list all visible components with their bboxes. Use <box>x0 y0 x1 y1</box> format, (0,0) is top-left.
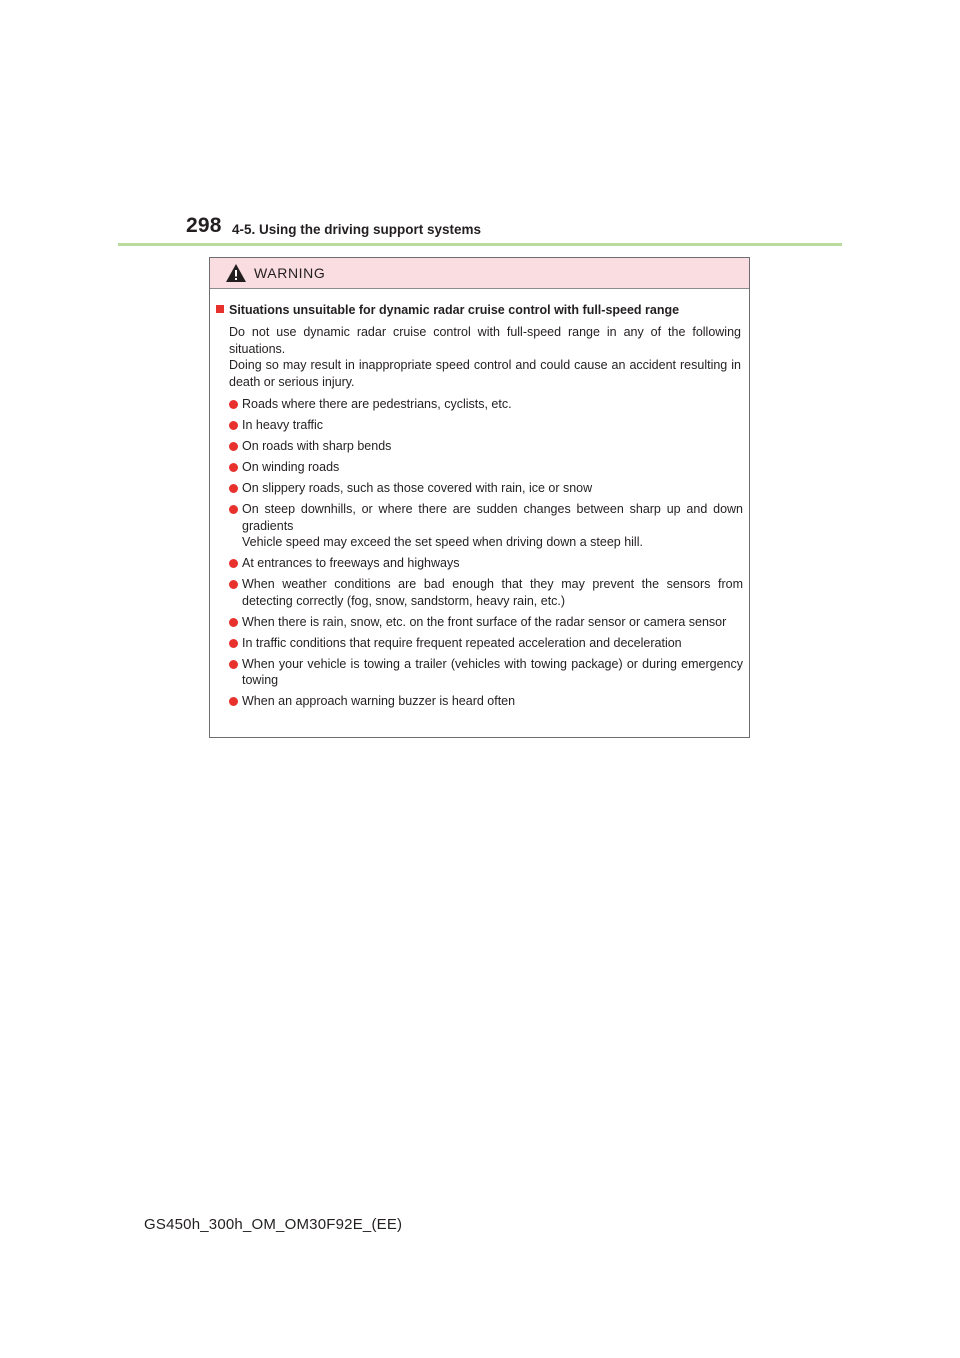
warning-triangle-icon <box>225 263 247 283</box>
bullet-dot-icon <box>229 463 238 472</box>
warning-body <box>210 302 749 714</box>
list-item <box>210 635 749 652</box>
list-item <box>210 576 749 609</box>
square-bullet-icon <box>216 305 224 313</box>
warning-title: WARNING <box>254 265 326 281</box>
list-item-text: In heavy traffic <box>242 418 324 432</box>
bullet-dot-icon <box>229 580 238 589</box>
list-item <box>210 555 749 572</box>
page-number: 298 <box>186 214 222 237</box>
list-item <box>210 417 749 434</box>
warning-intro-line1: Do not use dynamic radar cruise control with full-speed range in any of the following situations. <box>229 325 741 356</box>
list-item <box>210 614 749 631</box>
list-item-text: In traffic conditions that require frequent repeated acceleration and deceleration <box>242 635 682 650</box>
list-item <box>210 693 749 710</box>
header-rule <box>118 243 842 246</box>
list-item-text: On steep downhills, or where there are sudden changes between sharp up and down gradients <box>242 502 743 533</box>
list-item-text: On winding roads <box>242 460 340 474</box>
warning-intro <box>210 324 749 390</box>
situation-list <box>210 396 749 710</box>
footer-document-code: GS450h_300h_OM_OM30F92E_(EE) <box>144 1216 403 1233</box>
list-item-text: When there is rain, snow, etc. on the front surface of the radar sensor or camera sensor <box>242 614 727 629</box>
list-item-text: Roads where there are pedestrians, cyclists, etc. <box>242 397 512 411</box>
section-title: 4-5. Using the driving support systems <box>232 222 482 237</box>
bullet-dot-icon <box>229 618 238 627</box>
bullet-dot-icon <box>229 660 238 669</box>
list-item-text: When an approach warning buzzer is heard often <box>242 694 516 708</box>
list-item-text: At entrances to freeways and highways <box>242 556 460 570</box>
warning-subheading <box>210 302 749 318</box>
list-item-text: On slippery roads, such as those covered with rain, ice or snow <box>242 481 593 495</box>
list-item <box>210 396 749 413</box>
warning-intro-line2: Doing so may result in inappropriate speed control and could cause an accident resulting in death or serious injury. <box>229 358 741 389</box>
list-item-text: When your vehicle is towing a trailer (vehicles with towing package) or during emergency towing <box>242 656 743 687</box>
list-item <box>210 656 749 689</box>
bullet-dot-icon <box>229 484 238 493</box>
warning-subheading-text: Situations unsuitable for dynamic radar cruise control with full-speed range <box>229 303 680 317</box>
list-item <box>210 480 749 497</box>
list-item <box>210 501 749 551</box>
warning-box <box>209 257 750 738</box>
bullet-dot-icon <box>229 442 238 451</box>
bullet-dot-icon <box>229 400 238 409</box>
list-item-text: When weather conditions are bad enough that they may prevent the sensors from detecting correctly (fog, snow, sandstorm, heavy rain, etc.) <box>242 577 743 608</box>
warning-header <box>210 258 749 289</box>
bullet-dot-icon <box>229 505 238 514</box>
bullet-dot-icon <box>229 639 238 648</box>
list-item-note: Vehicle speed may exceed the set speed when driving down a steep hill. <box>242 535 643 549</box>
list-item <box>210 438 749 455</box>
list-item-text: On roads with sharp bends <box>242 439 392 453</box>
bullet-dot-icon <box>229 559 238 568</box>
bullet-dot-icon <box>229 421 238 430</box>
bullet-dot-icon <box>229 697 238 706</box>
list-item <box>210 459 749 476</box>
